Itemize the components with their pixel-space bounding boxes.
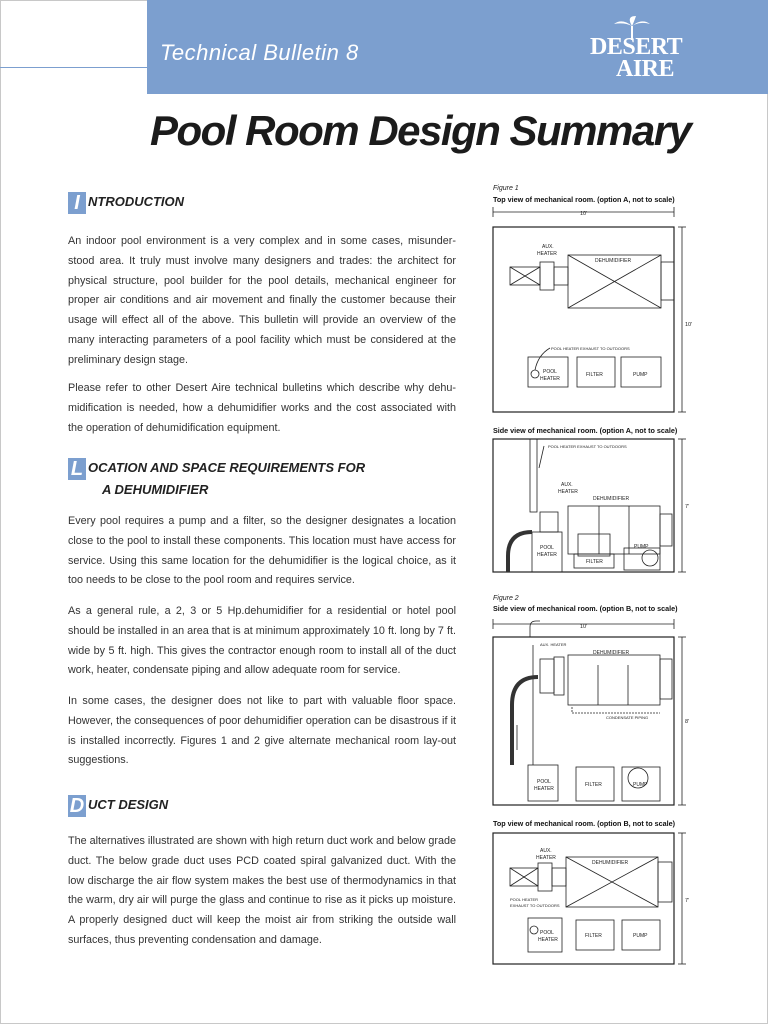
heater-label: HEATER [536, 855, 556, 861]
heading-text: NTRODUCTION [88, 194, 185, 209]
condensate-label: CONDENSATE PIPING [606, 715, 649, 720]
pump-label: PUMP [633, 782, 648, 788]
aux-label: AUX. [540, 848, 552, 854]
dropcap: L [68, 458, 86, 480]
dim-length-label: 10' [685, 322, 693, 328]
section-heading-introduction [68, 192, 184, 214]
pump-label: PUMP [634, 544, 649, 550]
exhaust-label-line2: EXHAUST TO OUTDOORS [510, 903, 560, 908]
dehumidifier-label: DEHUMIDIFIER [593, 650, 630, 656]
exhaust-label: POOL HEATER EXHAUST TO OUTDOORS [548, 444, 627, 449]
dropcap: D [69, 795, 85, 817]
figure-2a-diagram [488, 615, 698, 810]
pump-label: PUMP [633, 372, 648, 378]
bulletin-title: Technical Bulletin 8 [160, 40, 359, 65]
figure-1-label: Figure 1 [493, 185, 519, 192]
figure-1a-diagram [488, 205, 698, 417]
aux-label: AUX. [561, 482, 573, 488]
exhaust-label: POOL HEATER EXHAUST TO OUTDOORS [551, 346, 630, 351]
heater-label: HEATER [540, 376, 560, 382]
heading-text: UCT DESIGN [88, 797, 169, 812]
duct-paragraph-1: The alternatives illustrated are shown with high return duct work and below grade duct. The below grade duct uses PCD coated spiral galvanized duct. With the low discharge the air flow system makes the best use of thermodynamics in that the warm, dry air will purge the glass and continue to rise as it picks up moisture. A properly designed duct will keep the moist air from striking the outside wall surfaces, thus preventing condensation and damage. [68, 835, 456, 946]
filter-label: FILTER [586, 372, 603, 378]
figure-1b-diagram [488, 436, 698, 576]
figure-1a-caption: Top view of mechanical room. (option A, not to scale) [493, 195, 675, 204]
figure-2-label: Figure 2 [493, 595, 519, 602]
pool-label: POOL [537, 779, 551, 785]
dim-depth-label: 7' [685, 898, 690, 904]
pool-label: POOL [540, 930, 554, 936]
pool-label: POOL [543, 369, 557, 375]
desert-aire-logo [590, 18, 690, 83]
dehumidifier-label: DEHUMIDIFIER [593, 496, 630, 502]
header-rule [0, 67, 147, 68]
figure-1b-caption: Side view of mechanical room. (option A, not to scale) [493, 426, 678, 435]
location-paragraph-3: In some cases, the designer does not like to part with valuable floor space. However, the consequences of poor dehumidifier operation can be disastrous if it is installed incorrectly. Figures 1 and 2 give alternate mechanical room lay-out suggestions. [68, 695, 456, 767]
dim-width-label: 10' [580, 624, 588, 630]
heading-text-line2: A DEHUMIDIFIER [102, 482, 209, 497]
dim-width-label: 10' [580, 211, 588, 217]
figure-2a-caption: Side view of mechanical room. (option B, not to scale) [493, 604, 678, 613]
heater-label: HEATER [538, 937, 558, 943]
dehumidifier-label: DEHUMIDIFIER [595, 258, 632, 264]
exhaust-label-line1: POOL HEATER [510, 897, 539, 902]
heater-label: HEATER [534, 786, 554, 792]
heater-label: HEATER [558, 489, 578, 495]
logo-word-2: AIRE [616, 56, 675, 82]
figure-2b-diagram [488, 830, 698, 968]
dropcap: I [68, 192, 86, 214]
aux-heater-label: AUX. HEATER [540, 642, 567, 647]
pool-label: POOL [540, 545, 554, 551]
pump-label: PUMP [633, 933, 648, 939]
location-paragraph-2: As a general rule, a 2, 3 or 5 Hp.dehumidifier for a residential or hotel pool should be installed in an area that is at minimum approximately 10 ft. long by 7 ft. wide by 5 ft. high. This gives the contractor enough room to install all of the duct work, heater, condensate piping and allow adequate room for service. [68, 605, 456, 677]
dim-height-label: 8' [685, 719, 690, 725]
dim-height-label: 7' [685, 504, 690, 510]
aux-label: AUX. [542, 244, 554, 250]
dehumidifier-label: DEHUMIDIFIER [592, 860, 629, 866]
logo-word-1: DESERT [590, 34, 683, 60]
section-heading-duct-design [68, 795, 168, 817]
intro-paragraph-1: An indoor pool environment is a very complex and in some cases, misunder-stood area. It truly must involve many designers and trades: the architect for physical structure, pool builder for the pool details, mechanical engineer for proper air conditions and air movement and finally the customer because their usage will effect all of the above. This bulletin will provide an overview of the many interacting parameters of a pool facility which must be considered at the preliminary design stage. [68, 235, 456, 366]
location-paragraph-1: Every pool requires a pump and a filter, so the designer designates a location close to the pool to install these components. This location must have access for service. Using this same location for the dehumidifier is the logical choice, as it too needs to be close to the pool room and requires service. [68, 515, 456, 587]
heading-text-line1: OCATION AND SPACE REQUIREMENTS FOR [88, 460, 366, 475]
intro-paragraph-2: Please refer to other Desert Aire technical bulletins which describe why dehu-midification is needed, how a dehumidifier works and the cost associated with the operation of dehumidification equipment. [68, 382, 456, 434]
filter-label: FILTER [585, 782, 602, 788]
heater-label: HEATER [537, 251, 557, 257]
section-heading-location [68, 458, 365, 500]
filter-label: FILTER [586, 559, 603, 565]
figure-2b-caption: Top view of mechanical room. (option B, not to scale) [493, 819, 675, 828]
heater-label: HEATER [537, 552, 557, 558]
filter-label: FILTER [585, 933, 602, 939]
page-title: Pool Room Design Summary [150, 107, 691, 154]
